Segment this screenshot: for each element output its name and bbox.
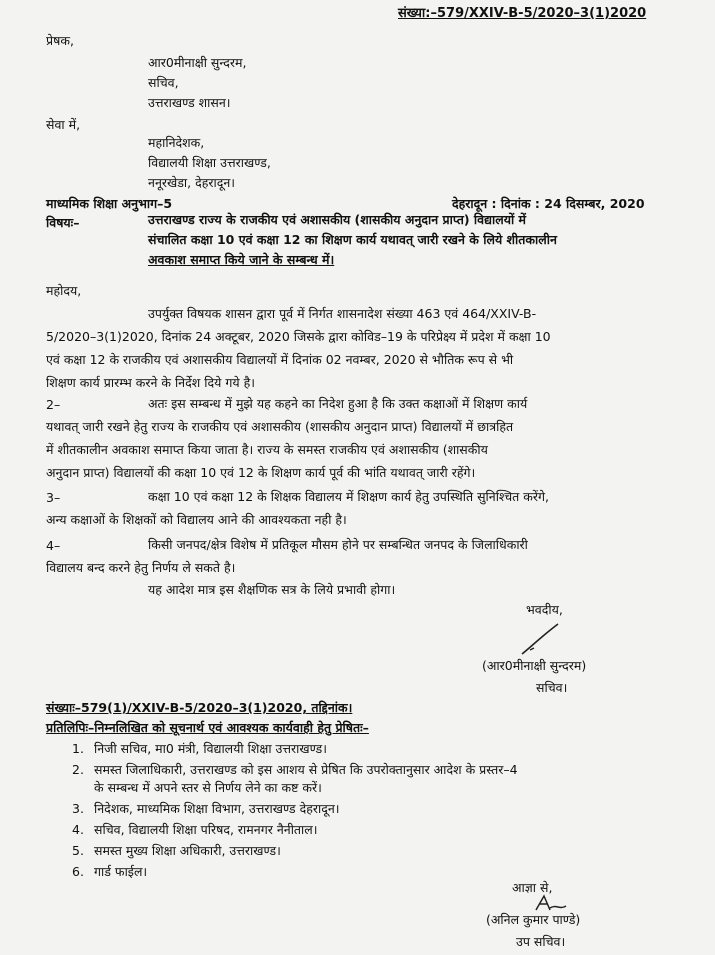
copy-item: समस्त मुख्य शिक्षा अधिकारी, उत्तराखण्ड। — [94, 843, 281, 858]
section-name: माध्यमिक शिक्षा अनुभाग–5 — [46, 196, 173, 211]
paragraph-3 — [46, 485, 696, 531]
sender-label: प्रेषक, — [46, 33, 74, 48]
paragraph-line: एवं कक्षा 12 के राजकीय एवं अशासकीय विद्यालयों में दिनांक 02 नवम्बर, 2020 से भौतिक रूप से भी — [46, 352, 514, 367]
deputy-secretary-designation: उप सचिव। — [516, 934, 566, 949]
paragraph-line: विद्यालय बन्द करने हेतु निर्णय ले सकते है। — [46, 560, 236, 575]
paragraph-line: यथावत् जारी रखने हेतु राज्य के राजकीय एवं अशासकीय (शासकीय अनुदान प्राप्त) विद्यालयों में छात्रहित — [46, 419, 514, 434]
sender-designation: सचिव, — [148, 75, 179, 90]
recipient-name: महानिदेशक, — [148, 135, 205, 150]
copy-item: के सम्बन्ध में अपने स्तर से निर्णय लेने का कष्ट करें। — [94, 780, 322, 795]
subject-line: अवकाश समाप्त किये जाने के सम्बन्ध में। — [148, 252, 335, 267]
paragraph-number: 4– — [46, 538, 61, 553]
copy-heading: प्रतिलिपिः–निम्नलिखित को सूचनार्थ एवं आवश्यक कार्यवाही हेतु प्रेषितः– — [46, 720, 369, 735]
recipient-label: सेवा में, — [46, 117, 81, 132]
copy-item: निजी सचिव, मा0 मंत्री, विद्यालयी शिक्षा उत्तराखण्ड। — [94, 741, 327, 756]
by-order-label: आज्ञा से, — [512, 880, 553, 895]
paragraph-line: शिक्षण कार्य प्रारम्भ करने के निर्देश दिये गये है। — [46, 375, 255, 390]
valediction: भवदीय, — [526, 602, 563, 617]
paragraph-line: किसी जनपद/क्षेत्र विशेष में प्रतिकूल मौसम होने पर सम्बन्धित जनपद के जिलाधिकारी — [148, 537, 528, 552]
sender-office: उत्तराखण्ड शासन। — [148, 95, 231, 110]
subject-line: संचालित कक्षा 10 एवं कक्षा 12 का शिक्षण कार्य यथावत् जारी रखने के लिये शीतकालीन — [148, 232, 557, 247]
copy-item-number: 2. — [72, 762, 84, 777]
subject-text — [148, 210, 688, 270]
paragraph-line: में शीतकालीन अवकाश समाप्त किया जाता है। राज्य के समस्त राजकीय एवं अशासकीय (शासकीय — [46, 442, 488, 457]
paragraph-1 — [46, 302, 696, 394]
paragraph-line: उपर्युक्त विषयक शासन द्वारा पूर्व में निर्गत शासनादेश संख्या 463 एवं 464/XXIV-B- — [148, 306, 537, 321]
closing-line: यह आदेश मात्र इस शैक्षणिक सत्र के लिये प्रभावी होगा। — [148, 582, 396, 597]
paragraph-line: अतः इस सम्बन्ध में मुझे यह कहने का निदेश हुआ है कि उक्त कक्षाओं में शिक्षण कार्य — [148, 396, 528, 411]
salutation: महोदय, — [46, 283, 82, 298]
copy-item: निदेशक, माध्यमिक शिक्षा विभाग, उत्तराखण्ड देहरादून। — [94, 801, 340, 816]
paragraph-number: 3– — [46, 490, 61, 505]
recipient-office: विद्यालयी शिक्षा उत्तराखण्ड, — [148, 155, 271, 170]
signature-mark — [530, 892, 570, 914]
copy-item: गार्ड फाईल। — [94, 864, 148, 879]
recipient-address: ननूरखेडा, देहरादून। — [148, 175, 236, 190]
paragraph-line: 5/2020–3(1)2020, दिनांक 24 अक्टूबर, 2020 जिसके द्वारा कोविड–19 के परिप्रेक्ष्य में प्रदेश में कक्षा 10 — [46, 329, 551, 344]
copy-item-number: 6. — [72, 864, 84, 879]
paragraph-line: अन्य कक्षाओं के शिक्षकों को विद्यालय आने की आवश्यकता नही है। — [46, 512, 347, 527]
copy-item-number: 5. — [72, 843, 84, 858]
reference-number: संख्या:–579/XXIV-B-5/2020–3(1)2020 — [398, 6, 647, 21]
subject-line: उत्तराखण्ड राज्य के राजकीय एवं अशासकीय (शासकीय अनुदान प्राप्त) विद्यालयों में — [148, 212, 527, 227]
copy-item: समस्त जिलाधिकारी, उत्तराखण्ड को इस आशय से प्रेषित कि उपरोक्तानुसार आदेश के प्रस्तर–4 — [94, 762, 518, 777]
copy-item-number: 3. — [72, 801, 84, 816]
copy-item: सचिव, विद्यालयी शिक्षा परिषद, रामनगर नैनीताल। — [94, 822, 318, 837]
subject-label: विषयः– — [46, 215, 80, 230]
copy-reference: संख्याः–579(1)/XXIV-B-5/2020–3(1)2020, तद्दिनांक। — [46, 700, 353, 715]
paragraph-4 — [46, 533, 696, 579]
signature-mark — [514, 620, 574, 660]
paragraph-line: अनुदान प्राप्त) विद्यालयों की कक्षा 10 एवं 12 के शिक्षण कार्य पूर्व की भांति यथावत् जारी रहेंगे। — [46, 465, 476, 480]
paragraph-number: 2– — [46, 397, 61, 412]
letter-date: देहरादून : दिनांक : 24 दिसम्बर, 2020 — [452, 196, 645, 211]
paragraph-line: कक्षा 10 एवं कक्षा 12 के शिक्षक विद्यालय में शिक्षण कार्य हेतु उपस्थिति सुनिश्चित करेंगे, — [148, 489, 550, 504]
sender-name: आर0मीनाक्षी सुन्दरम, — [148, 55, 247, 70]
deputy-secretary-name: (अनिल कुमार पाण्डे) — [486, 912, 581, 927]
signatory-name: (आर0मीनाक्षी सुन्दरम) — [482, 658, 587, 673]
copy-item-number: 1. — [72, 741, 84, 756]
paragraph-2 — [46, 392, 696, 484]
copy-item-number: 4. — [72, 822, 84, 837]
signatory-designation: सचिव। — [536, 680, 568, 695]
